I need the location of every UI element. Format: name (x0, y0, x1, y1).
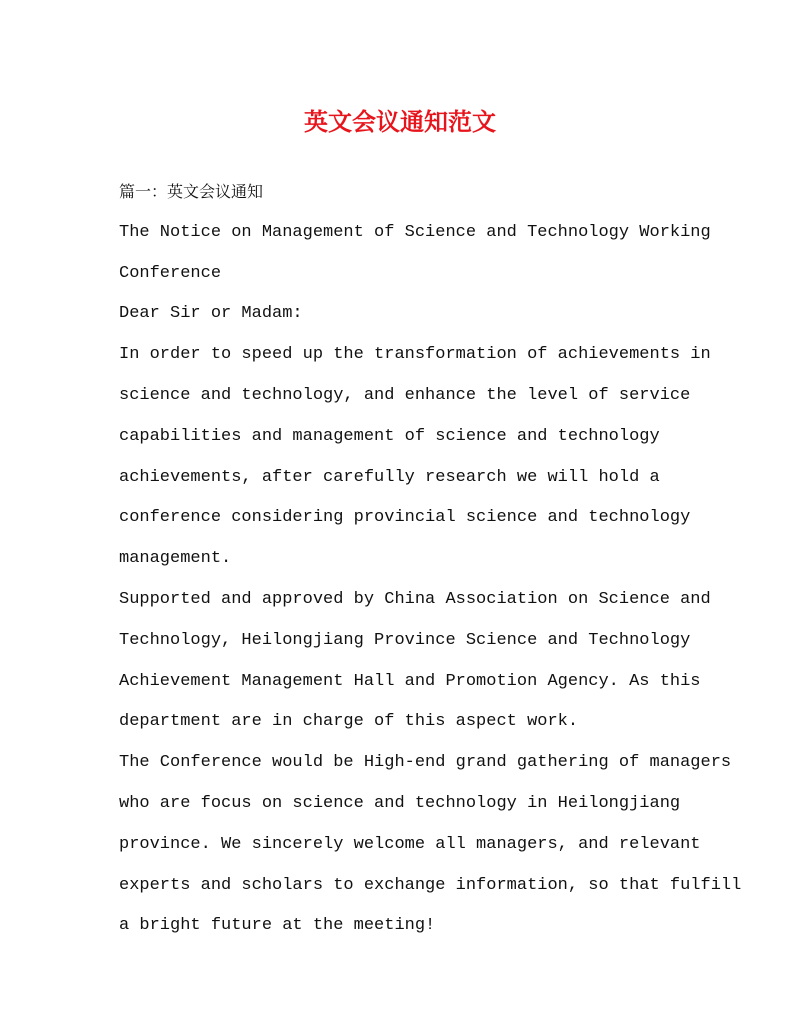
paragraph-line: department are in charge of this aspect work. (119, 712, 579, 732)
paragraph-line: province. We sincerely welcome all managers, and relevant (119, 834, 701, 854)
paragraph-line: a bright future at the meeting! (119, 916, 436, 936)
notice-title-line: The Notice on Management of Science and Technology Working (119, 222, 711, 242)
paragraph-line: science and technology, and enhance the level of service (119, 385, 691, 405)
paragraph-line: achievements, after carefully research we will hold a (119, 467, 660, 487)
section-heading: 篇一：英文会议通知 (119, 182, 264, 201)
paragraph-line: Technology, Heilongjiang Province Science and Technology (119, 630, 691, 650)
paragraph-line: management. (119, 549, 232, 569)
paragraph-line: experts and scholars to exchange information, so that fulfill (119, 875, 742, 895)
paragraph-line: capabilities and management of science and technology (119, 426, 660, 446)
paragraph-line: Achievement Management Hall and Promotion Agency. As this (119, 671, 701, 691)
notice-title-line: Conference (119, 263, 222, 283)
paragraph-line: The Conference would be High-end grand gathering of managers (119, 753, 732, 773)
document-title: 英文会议通知范文 (304, 107, 496, 136)
salutation: Dear Sir or Madam: (119, 304, 303, 324)
document-body (119, 172, 742, 947)
paragraph-line: conference considering provincial science and technology (119, 508, 691, 528)
paragraph-line: who are focus on science and technology in Heilongjiang (119, 793, 681, 813)
paragraph-line: In order to speed up the transformation of achievements in (119, 345, 711, 365)
paragraph-line: Supported and approved by China Association on Science and (119, 589, 711, 609)
